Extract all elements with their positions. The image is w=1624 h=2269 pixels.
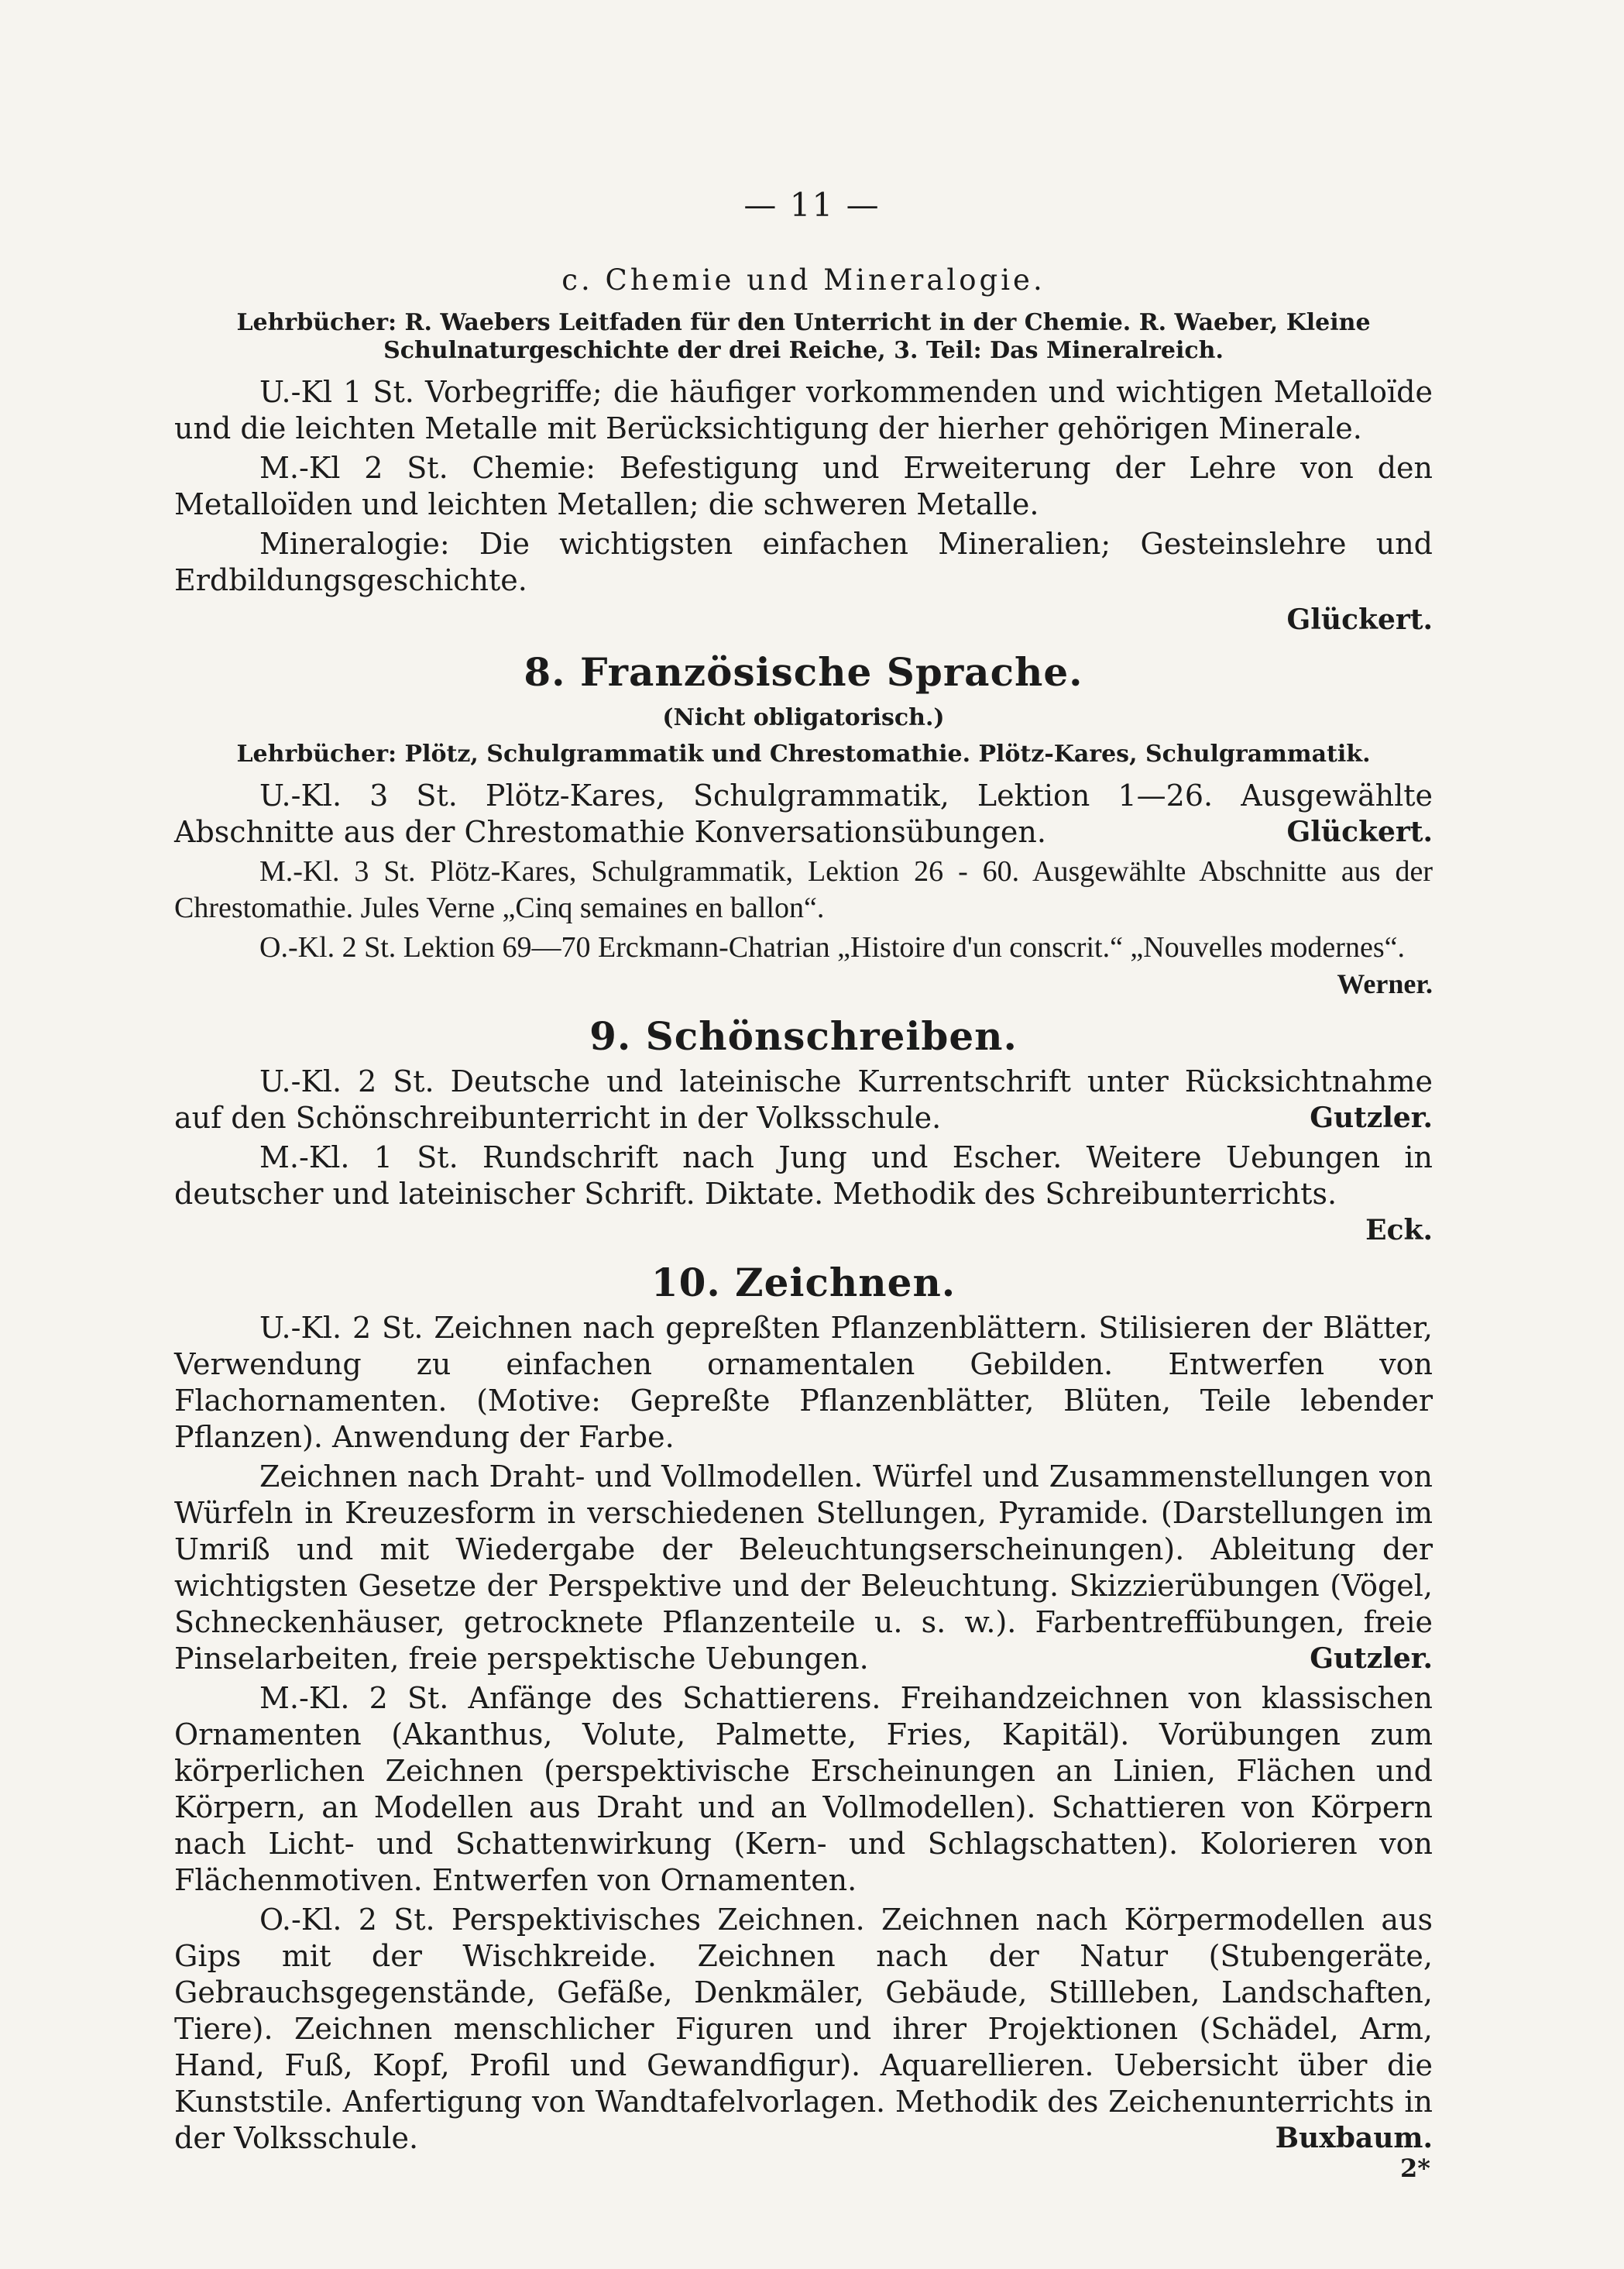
- chemistry-middle-class: M.-Kl 2 St. Chemie: Befestigung und Erweiterung der Lehre von den Metalloïden und leichten Metallen; die schweren Metalle.: [174, 451, 1433, 521]
- french-heading: 8. Französische Sprache.: [524, 649, 1083, 695]
- chemistry-subheading: c. Chemie und Mineralogie.: [561, 263, 1045, 297]
- french-upper-class-teacher: Werner.: [1337, 968, 1433, 999]
- page-number: — 11 —: [743, 186, 881, 224]
- chemistry-lower-class: U.-Kl 1 St. Vorbegriffe; die häufiger vorkommenden und wichtigen Metalloïde und die leichten Metalle mit Berücksichtigung der hierher gehörigen Minerale.: [174, 375, 1433, 445]
- drawing-lower-class: U.-Kl. 2 St. Zeichnen nach gepreßten Pflanzenblättern. Stilisieren der Blätter, Verwendung zu einfachen ornamentalen Gebilden. Entwerfen von Flachornamenten. (Motive: Gepreßte Pflanzenblätter, Blüten, Teile lebender Pflanzen). Anwendung der Farbe.: [174, 1311, 1433, 1454]
- drawing-middle-class: M.-Kl. 2 St. Anfänge des Schattierens. Freihandzeichnen von klassischen Ornamenten (Akanthus, Volute, Palmette, Fries, Kapitäl). Vorübungen zum körperlichen Zeichnen (perspektivische Erscheinungen an Linien, Flächen und Körpern, an Modellen aus Draht und an Vollmodellen). Schattieren von Körpern nach Licht- und Schattenwirkung (Kern- und Schlagschatten). Kolorieren von Flächenmotiven. Entwerfen von Ornamenten.: [174, 1681, 1433, 1897]
- chemistry-mineralogy: Mineralogie: Die wichtigsten einfachen Mineralien; Gesteinslehre und Erdbildungsgeschichte.: [174, 527, 1433, 597]
- french-textbooks: Lehrbücher: Plötz, Schulgrammatik und Chrestomathie. Plötz-Kares, Schulgrammatik.: [236, 741, 1371, 768]
- french-upper-class-text: O.-Kl. 2 St. Lektion 69—70 Erckmann-Chatrian „Histoire d'un conscrit.“ „Nouvelles modernes“.: [259, 931, 1405, 964]
- page-content: [174, 177, 1433, 2160]
- french-lower-class-teacher: Glückert.: [1286, 816, 1433, 848]
- french-lower-class-text: U.-Kl. 3 St. Plötz-Kares, Schulgrammatik, Lektion 1—26. Ausgewählte Abschnitte aus der Chrestomathie Konversationsübungen.: [174, 779, 1433, 849]
- writing-middle-class-teacher: Eck.: [1365, 1214, 1433, 1246]
- writing-middle-class-text: M.-Kl. 1 St. Rundschrift nach Jung und Escher. Weitere Uebungen in deutscher und lateinischer Schrift. Diktate. Methodik des Schreibunterrichts.: [174, 1140, 1433, 1211]
- drawing-lower-class-teacher: Gutzler.: [1310, 1642, 1433, 1675]
- drawing-upper-class-text: O.-Kl. 2 St. Perspektivisches Zeichnen. Zeichnen nach Körpermodellen aus Gips mit der Wischkreide. Zeichnen nach der Natur (Stubengeräte, Gebrauchsgegenstände, Gefäße, Denkmäler, Gebäude, Stillleben, Landschaften, Tiere). Zeichnen menschlicher Figuren und ihrer Projektionen (Schädel, Arm, Hand, Fuß, Kopf, Profil und Gewandfigur). Aquarellieren. Uebersicht über die Kunststile. Anfertigung von Wandtafelvorlagen. Methodik des Zeichenunterrichts in der Volksschule.: [174, 1903, 1433, 2155]
- french-lower-class: [174, 778, 1433, 851]
- writing-lower-class-teacher: Gutzler.: [1310, 1102, 1433, 1134]
- writing-heading: 9. Schönschreiben.: [589, 1013, 1018, 1059]
- drawing-heading: 10. Zeichnen.: [651, 1260, 956, 1305]
- drawing-upper-class: [174, 1902, 1433, 2157]
- drawing-lower-class-models: [174, 1459, 1433, 1677]
- drawing-models-text: Zeichnen nach Draht- und Vollmodellen. Würfel und Zusammenstellungen von Würfeln in Kreuzesform in verschiedenen Stellungen, Pyramide. (Darstellungen im Umriß und mit Wiedergabe der Beleuchtungserscheinungen). Ableitung der wichtigsten Gesetze der Perspektive und der Beleuchtung. Skizzierübungen (Vögel, Schneckenhäuser, getrocknete Pflanzenteile u. s. w.). Farbentreffübungen, freie Pinselarbeiten, freie perspektische Uebungen.: [174, 1459, 1433, 1676]
- french-upper-class: [174, 930, 1433, 999]
- signature-mark: 2*: [1400, 2154, 1430, 2183]
- chemistry-textbooks: Lehrbücher: R. Waebers Leitfaden für den Unterricht in der Chemie. R. Waeber, Kleine Schulnaturgeschichte der drei Reiche, 3. Teil: Das Mineralreich.: [236, 309, 1371, 364]
- drawing-upper-class-teacher: Buxbaum.: [1275, 2122, 1433, 2154]
- writing-lower-class-text: U.-Kl. 2 St. Deutsche und lateinische Kurrentschrift unter Rücksichtnahme auf den Schönschreibunterricht in der Volksschule.: [174, 1064, 1433, 1135]
- french-middle-class: M.-Kl. 3 St. Plötz-Kares, Schulgrammatik, Lektion 26 - 60. Ausgewählte Abschnitte aus der Chrestomathie. Jules Verne „Cinq semaines en ballon“.: [174, 855, 1433, 924]
- writing-lower-class: [174, 1064, 1433, 1136]
- chemistry-teacher: Glückert.: [1286, 603, 1433, 636]
- writing-middle-class: [174, 1140, 1433, 1246]
- french-note: (Nicht obligatorisch.): [662, 704, 945, 731]
